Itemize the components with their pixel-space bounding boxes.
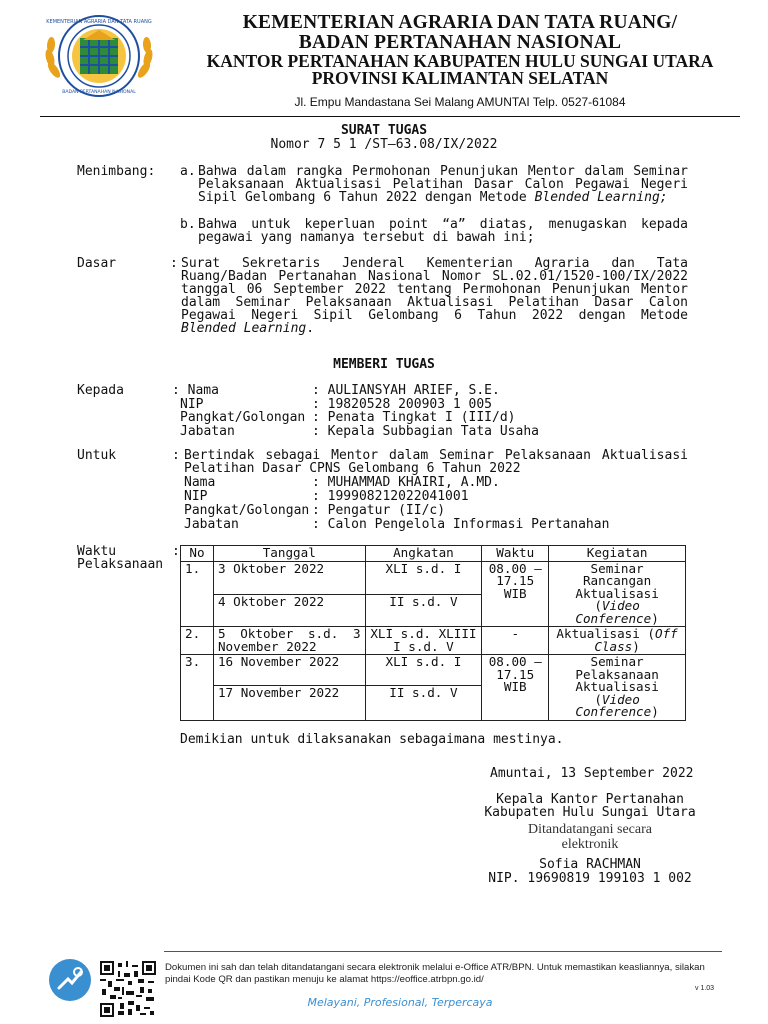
cell-kegiatan: Aktualisasi (Off Class): [549, 627, 686, 655]
dasar-colon: :: [170, 256, 178, 271]
untuk-value: : Pengatur (II/c): [312, 503, 446, 518]
kepada-key: NIP: [180, 397, 204, 412]
dasar-text: Surat Sekretaris Jenderal Kementerian Agraria dan Tata Ruang/Badan Pertanahan Nasional Nomor SL.02.01/1520-100/IX/2022 tanggal 06 September 2022 tentang Permohonan Penunjukan Mentor dalam Seminar Pelaksanaan Aktualisasi Pelatihan Dasar Calon Pegawai Negeri Sipil Gelombang 6 Tahun 2022 dengan Metode Blended Learning.: [181, 256, 688, 336]
untuk-key: Pangkat/Golongan: [184, 503, 310, 518]
schedule-table: [180, 545, 686, 721]
document-number: Nomor 7 5 1 /ST–63.08/IX/2022: [270, 137, 498, 152]
province-name: PROVINSI KALIMANTAN SELATAN: [311, 68, 609, 88]
menimbang-b-marker: b.: [180, 217, 196, 232]
cell-waktu: 08.00 – 17.15 WIB: [482, 655, 549, 721]
footer-motto: Melayani, Profesional, Terpercaya: [307, 996, 493, 1009]
agency-logo: [40, 10, 158, 102]
signer-role-line2: Kabupaten Hulu Sungai Utara: [484, 805, 696, 820]
cell-angkatan: XLI s.d. XLIII I s.d. V: [365, 627, 482, 655]
cell-tanggal: 16 November 2022: [213, 655, 365, 686]
column-header: Kegiatan: [549, 546, 686, 562]
cell-tanggal: 4 Oktober 2022: [213, 594, 365, 626]
cell-tanggal: 5 Oktober s.d. 3 November 2022: [213, 627, 365, 655]
untuk-colon: :: [172, 448, 180, 463]
cell-angkatan: II s.d. V: [365, 594, 482, 626]
table-row: [181, 655, 686, 686]
menimbang-a-text: Bahwa dalam rangka Permohonan Penunjukan Mentor dalam Seminar Pelaksanaan Aktualisasi Pelatihan Dasar Calon Pegawai Negeri Sipil Gelombang 6 Tahun 2022 dengan Metode Blended Learning;: [198, 164, 688, 205]
agency-name-line2: BADAN PERTANAHAN NASIONAL: [298, 32, 622, 53]
kepada-value: : 19820528 200903 1 005: [312, 397, 493, 412]
office-name: KANTOR PERTANAHAN KABUPATEN HULU SUNGAI UTARA: [206, 51, 714, 71]
waktu-label: Waktu: [77, 544, 117, 559]
closing-statement: Demikian untuk dilaksanakan sebagaimana mestinya.: [180, 732, 564, 747]
office-address: Jl. Empu Mandastana Sei Malang AMUNTAI Telp. 0527-61084: [294, 95, 626, 109]
footer-notice: Dokumen ini sah dan telah ditandatangani secara elektronik melalui e-Office ATR/BPN. Untuk memastikan keasliannya, silakan pindai Kode QR dan pastikan menuju ke alamat https://eoffice.atrbpn.go.id/: [165, 962, 705, 985]
place-date: Amuntai, 13 September 2022: [490, 766, 694, 781]
kepada-value: : Penata Tingkat I (III/d): [312, 410, 516, 425]
signer-name: Sofia RACHMAN: [539, 857, 641, 872]
column-header: Tanggal: [213, 546, 365, 562]
untuk-key: Jabatan: [184, 517, 239, 532]
cell-waktu: 08.00 – 17.15 WIB: [482, 561, 549, 627]
table-header-row: [181, 546, 686, 562]
kepada-label: Kepada: [77, 383, 124, 398]
untuk-value: : 199908212022041001: [312, 489, 469, 504]
kepada-key: Pangkat/Golongan: [180, 410, 306, 425]
cell-kegiatan: Seminar Rancangan Aktualisasi (Video Conference): [549, 561, 686, 627]
untuk-text: Bertindak sebagai Mentor dalam Seminar Pelaksanaan Aktualisasi Pelatihan Dasar CPNS Gelombang 6 Tahun 2022: [184, 448, 688, 476]
kepada-value: : Kepala Subbagian Tata Usaha: [312, 424, 539, 439]
cell-tanggal: 17 November 2022: [213, 685, 365, 720]
untuk-key: NIP: [184, 489, 208, 504]
menimbang-b-text: Bahwa untuk keperluan point “a” diatas, menugaskan kepada pegawai yang namanya tersebut di bawah ini;: [198, 217, 688, 245]
logo-ring-text-bottom: BADAN PERTANAHAN NASIONAL: [62, 90, 136, 95]
waktu-colon: :: [172, 544, 180, 559]
untuk-value: : MUHAMMAD KHAIRI, A.MD.: [312, 475, 500, 490]
column-header: Angkatan: [365, 546, 482, 562]
signer-role-line1: Kepala Kantor Pertanahan: [496, 792, 684, 807]
column-header: Waktu: [482, 546, 549, 562]
table-row: [181, 627, 686, 655]
cell-kegiatan: Seminar Pelaksanaan Aktualisasi (Video Conference): [549, 655, 686, 721]
esign-note-line1: Ditandatangani secara: [528, 822, 652, 837]
cell-angkatan: XLI s.d. I: [365, 655, 482, 686]
cell-waktu: -: [482, 627, 549, 655]
cell-no: 1.: [181, 561, 214, 627]
document-title: SURAT TUGAS: [340, 123, 428, 138]
dasar-label: Dasar: [77, 256, 117, 271]
cell-no: 2.: [181, 627, 214, 655]
kepada-key: Jabatan: [180, 424, 235, 439]
cell-no: 3.: [181, 655, 214, 721]
qr-code: [100, 961, 156, 1017]
esign-badge-icon: [48, 958, 92, 1002]
logo-ring-text-top: KEMENTERIAN AGRARIA DAN TATA RUANG: [46, 19, 152, 25]
column-header: No: [181, 546, 214, 562]
signer-nip: NIP. 19690819 199103 1 002: [488, 871, 692, 886]
untuk-value: : Calon Pengelola Informasi Pertanahan: [312, 517, 610, 532]
cell-tanggal: 3 Oktober 2022: [213, 561, 365, 594]
untuk-key: Nama: [184, 475, 216, 490]
version-label: v 1.03: [695, 985, 715, 992]
kepada-key: : Nama: [172, 383, 219, 398]
footer-divider: [164, 951, 722, 952]
cell-angkatan: XLI s.d. I: [365, 561, 482, 594]
cell-angkatan: II s.d. V: [365, 685, 482, 720]
pelaksanaan-label: Pelaksanaan: [77, 557, 164, 572]
menimbang-a-marker: a.: [180, 164, 196, 179]
memberi-tugas-heading: MEMBERI TUGAS: [333, 357, 435, 372]
kepada-value: : AULIANSYAH ARIEF, S.E.: [312, 383, 500, 398]
menimbang-label: Menimbang:: [77, 164, 156, 179]
header-divider: [40, 116, 740, 117]
table-row: [181, 561, 686, 594]
esign-note-line2: elektronik: [561, 837, 619, 852]
agency-name-line1: KEMENTERIAN AGRARIA DAN TATA RUANG/: [242, 12, 678, 33]
untuk-label: Untuk: [77, 448, 117, 463]
